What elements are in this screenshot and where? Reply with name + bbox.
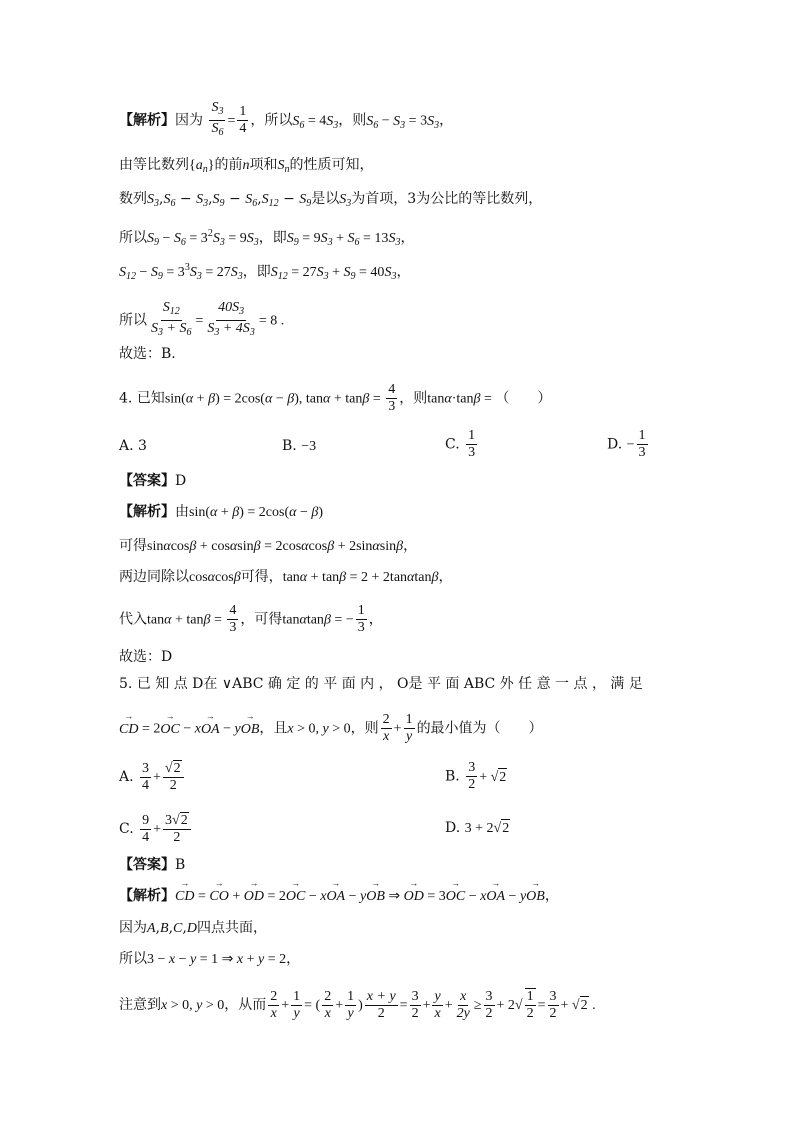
fraction: $\frac{3√2}{2}$ (163, 812, 191, 846)
q5-analysis-line4: 注意到x > 0, y > 0，从而 $\frac{2}{x}$ + $\frac{1}{y}$ = ( $\frac{2}{x}$ + $\frac{1}{y}$ ) $\frac{x + y}{2}$ = $\frac{3}{2}$ + $\frac{y}{x}$ + $\frac{x}{2y}$ ≥ $\frac{3}{2}$ + 2√ $\frac{1}{2}$ = $\frac{3}{2}$ + √2 . (119, 988, 596, 1021)
q4-answer: 【答案】D (119, 473, 187, 489)
answer-label: 【答案】 (119, 857, 175, 873)
q5-stem-line1: 5. 已 知 点 D在 ∨ABC 确 定 的 平 面 内 ， O是 平 面 ABC 外 任 意 一 点 ， 满 足 (119, 676, 643, 692)
fraction: $\frac{√2}{2}$ (163, 760, 184, 794)
fraction: $\frac{3}{2}$ (485, 988, 493, 1021)
fraction: $\frac{x + y}{2}$ (366, 988, 396, 1021)
q4-analysis-line4: 代入tanα + tanβ = $\frac{4}{3}$ ，可得tanαtanβ = − $\frac{1}{3}$ ， (119, 603, 383, 635)
fraction: $\frac{2}{x}$ (324, 988, 332, 1021)
q3-analysis-line4: 所以$S_9 - S_6 = 3^2S_3 = 9S_3$，即$S_9 = 9S_3 + S_6 = 13S_3$， (119, 228, 415, 248)
q5-option-a: A. $\frac{3}{4}$ + $\frac{√2}{2}$ (119, 760, 186, 794)
analysis-label: 【解析】 (119, 112, 175, 129)
q3-conclusion: 故选：B. (119, 346, 176, 362)
question-number: 4. (119, 390, 133, 407)
q4-option-a: A. 3 (119, 438, 147, 454)
question-number: 5. (119, 676, 133, 692)
fraction: $\frac{3}{4}$ (142, 760, 150, 793)
fraction: $\frac{1}{y}$ (405, 712, 413, 744)
fraction: $\frac{1}{2}$ (526, 989, 534, 1021)
q4-analysis-line2: 可得sinαcosβ + cosαsinβ = 2cosαcosβ + 2sinαsinβ， (119, 538, 418, 554)
q3-analysis-line1: 【解析】因为 $\frac{S_3}{S_6}$ = $\frac{1}{4}$ ，所以$S_6 = 4S_3$，则$S_6 - S_3 = 3S_3$， (119, 100, 453, 141)
q5-option-d: D. 3 + 2√2 (445, 820, 510, 836)
q4-option-c: C. $\frac{1}{3}$ (445, 428, 476, 460)
fraction: $\frac{3}{2}$ (411, 988, 419, 1021)
q4-stem: 4. 已知sin(α + β) = 2cos(α − β), tanα + tanβ = $\frac{4}{3}$ ，则tanα·tanβ = （ ） (119, 382, 552, 414)
answer-label: 【答案】 (119, 473, 175, 489)
fraction: $\frac{2}{x}$ (382, 712, 390, 744)
q4-option-b: B. −3 (282, 438, 317, 454)
q5-analysis-line2: 因为A,B,C,D四点共面， (119, 920, 267, 936)
q5-option-c: C. $\frac{9}{4}$ + $\frac{3√2}{2}$ (119, 812, 193, 846)
q4-option-d: D. − $\frac{1}{3}$ (607, 428, 646, 460)
fraction: $\frac{1}{3}$ (357, 603, 365, 635)
q3-analysis-line2: 由等比数列$\{a_n\}$的前n项和$S_n$的性质可知， (119, 157, 374, 175)
q4-analysis-line1: 【解析】由sin(α + β) = 2cos(α − β) (119, 504, 324, 520)
fraction: $\frac{40S_3}{S_3 + 4S_3}$ (207, 300, 255, 338)
fraction: $\frac{1}{y}$ (293, 988, 301, 1021)
q3-analysis-line6: 所以 $\frac{S_{12}}{S_3 + S_6}$ = $\frac{40S_3}{S_3 + 4S_3}$ = 8 . (119, 300, 284, 341)
q5-answer: 【答案】B (119, 857, 186, 873)
q3-analysis-line3: 数列$S_3,S_6 - S_3,S_9 - S_6,S_{12} - S_9$是以$S_3$为首项，3为公比的等比数列， (119, 191, 543, 209)
q4-conclusion: 故选：D (119, 649, 173, 665)
fraction: $\frac{1}{3}$ (468, 428, 476, 460)
fraction: $\frac{S_{12}}{S_3 + S_6}$ (151, 300, 192, 338)
fraction: $\frac{1}{y}$ (347, 988, 355, 1021)
q5-analysis-line3: 所以3 − x − y = 1 ⇒ x + y = 2， (119, 951, 301, 967)
fraction: $\frac{1}{4}$ (239, 104, 247, 136)
fraction: $\frac{S_3}{S_6}$ (211, 100, 224, 138)
q3-analysis-line5: $S_{12} - S_9 = 3^3S_3 = 27S_3$，即$S_{12} = 27S_3 + S_9 = 40S_3$， (119, 262, 411, 282)
q5-option-b: B. $\frac{3}{2}$ + √2 (445, 760, 507, 792)
fraction: $\frac{9}{4}$ (142, 812, 150, 845)
fraction: $\frac{4}{3}$ (229, 603, 237, 635)
q5-analysis-line1: 【解析】→ CD = → CO + → OD = 2→ OC − x→ OA − y→ OB ⇒ → OD = 3→ OC − x→ OA − y→ OB， (119, 887, 559, 906)
fraction: $\frac{3}{2}$ (549, 988, 557, 1021)
fraction: $\frac{y}{x}$ (434, 988, 441, 1021)
fraction: $\frac{4}{3}$ (388, 382, 396, 414)
fraction: $\frac{2}{x}$ (270, 988, 278, 1021)
q4-analysis-line3: 两边同除以cosαcosβ可得，tanα + tanβ = 2 + 2tanαtanβ， (119, 569, 453, 585)
fraction: $\frac{3}{2}$ (468, 760, 476, 792)
q5-stem-line2: → CD = 2→ OC − x→ OA − y→ OB，且x > 0, y > 0，则 $\frac{2}{x}$ + $\frac{1}{y}$ 的最小值为（ ） (119, 712, 543, 745)
fraction: $\frac{1}{3}$ (638, 428, 646, 460)
fraction: $\frac{x}{2y}$ (456, 988, 470, 1021)
